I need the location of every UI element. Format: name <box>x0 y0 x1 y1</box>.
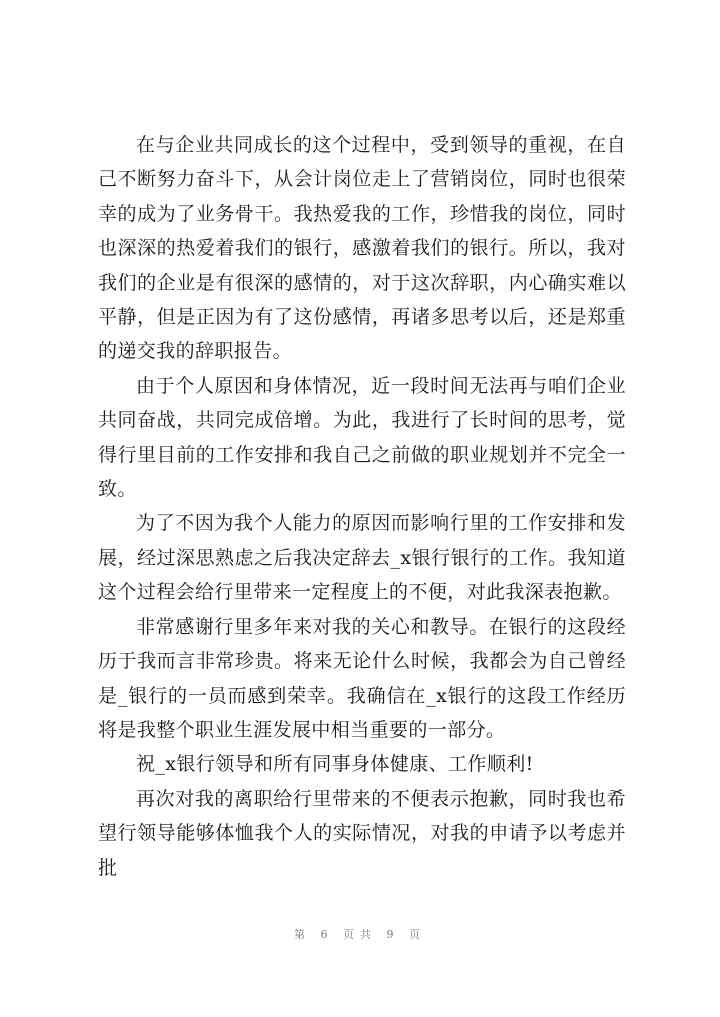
document-body <box>98 128 626 885</box>
paragraph: 由于个人原因和身体情况，近一段时间无法再与咱们企业共同奋战，共同完成倍增。为此，我进行了长时间的思考，觉得行里目前的工作安排和我自己之前做的职业规划并不完全一致。 <box>98 374 626 501</box>
page-number-footer: 第 6 页共 9 页 <box>294 928 426 941</box>
paragraph: 在与企业共同成长的这个过程中，受到领导的重视，在自己不断努力奋斗下，从会计岗位走上了营销岗位，同时也很荣幸的成为了业务骨干。我热爱我的工作，珍惜我的岗位，同时也深深的热爱着我们的银行，感激着我们的银行。所以，我对我们的企业是有很深的感情的，对于这次辞职，内心确实难以平静，但是正因为有了这份感情，再诸多思考以后，还是郑重的递交我的辞职报告。 <box>98 134 626 363</box>
paragraph: 为了不因为我个人能力的原因而影响行里的工作安排和发展，经过深思熟虑之后我决定辞去_x银行银行的工作。我知道这个过程会给行里带来一定程度上的不便，对此我深表抱歉。 <box>98 512 626 604</box>
paragraph: 再次对我的离职给行里带来的不便表示抱歉，同时我也希望行领导能够体恤我个人的实际情况，对我的申请予以考虑并批 <box>98 787 626 879</box>
paragraph: 非常感谢行里多年来对我的关心和教导。在银行的这段经历于我而言非常珍贵。将来无论什么时候，我都会为自己曾经是_银行的一员而感到荣幸。我确信在_x银行的这段工作经历将是我整个职业生涯发展中相当重要的一部分。 <box>98 615 626 741</box>
paragraph: 祝_x银行领导和所有同事身体健康、工作顺利! <box>136 753 534 776</box>
